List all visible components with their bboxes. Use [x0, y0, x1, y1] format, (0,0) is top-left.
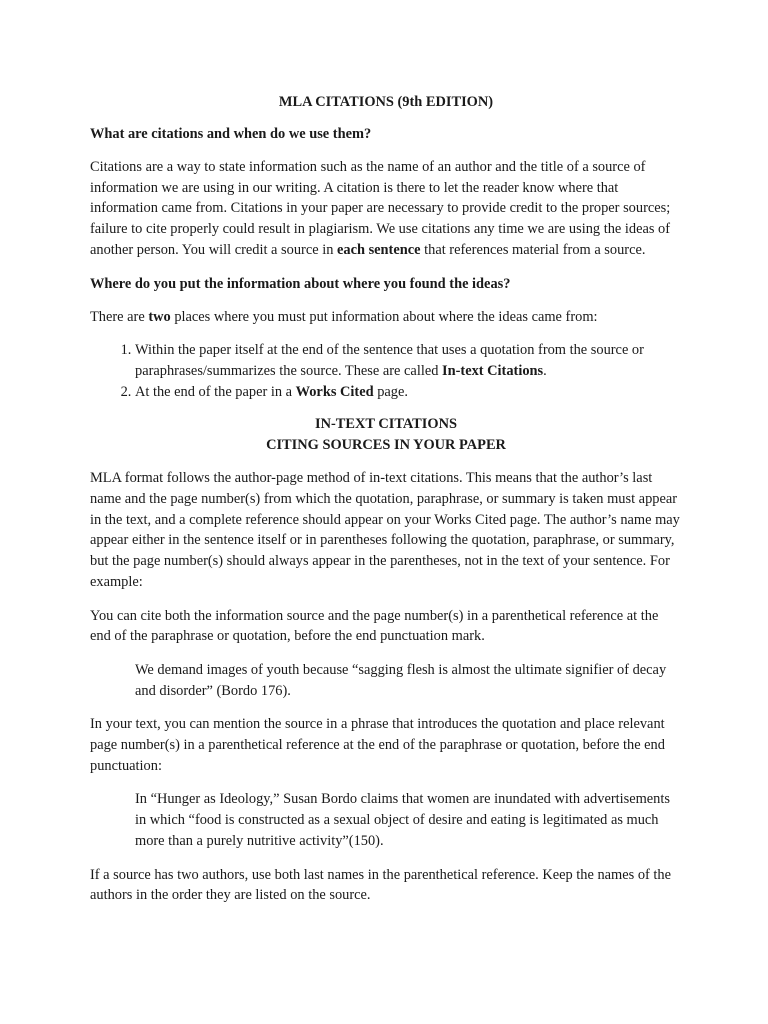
heading-where-to-put-info: Where do you put the information about where you found the ideas? — [90, 275, 511, 292]
bold-text: each sentence — [337, 241, 421, 258]
text-span: page. — [373, 383, 408, 400]
text-span: At the end of the paper in a — [135, 383, 296, 400]
paragraph-citations-intro — [90, 157, 682, 261]
text-span: . — [543, 362, 547, 379]
text-span: places where you must put information about where the ideas came from: — [170, 308, 598, 325]
section-heading-line: CITING SOURCES IN YOUR PAPER — [266, 437, 506, 454]
heading-what-are-citations: What are citations and when do we use them? — [90, 126, 372, 142]
document-title: MLA CITATIONS (9th EDITION) — [278, 94, 494, 110]
text-span: that references material from a source. — [420, 241, 646, 258]
list-item — [135, 340, 682, 381]
bold-text: two — [148, 308, 171, 325]
paragraph-mention-source: In your text, you can mention the source in a phrase that introduces the quotation and place relevant page number(s) in a parenthetical reference at the end of the paraphrase or quotation, before the end punctuation: — [90, 716, 665, 774]
paragraph-author-page-method: MLA format follows the author-page method of in-text citations. This means that the author’s last name and the page number(s) from which the quotation, paraphrase, or summary is taken must appear in the text, and a complete reference should appear on your Works Cited page. The author’s name may appear either in the sentence itself or in parentheses following the quotation, paraphrase, or summary, but the page number(s) should always appear in the parentheses, not in the text of your sentence. For example: — [90, 470, 680, 590]
list-item — [135, 382, 682, 403]
bold-text: Works Cited — [295, 383, 374, 400]
section-heading-line: IN-TEXT CITATIONS — [315, 416, 457, 433]
paragraph-two-places — [90, 307, 682, 328]
text-span: There are — [90, 308, 149, 325]
places-list — [90, 340, 682, 402]
section-heading-in-text-citations — [90, 414, 682, 456]
block-quote-example-2: In “Hunger as Ideology,” Susan Bordo claims that women are inundated with advertisements in which “food is constructed as a sexual object of desire and eating is legitimated as much more than a purely nutritive activity”(150). — [135, 791, 670, 849]
paragraph-two-authors: If a source has two authors, use both last names in the parenthetical reference. Keep the names of the authors in the order they are listed on the source. — [90, 866, 671, 904]
bold-text: In-text Citations — [442, 362, 544, 379]
block-quote-example-1: We demand images of youth because “sagging flesh is almost the ultimate signifier of decay and disorder” (Bordo 176). — [135, 661, 667, 699]
text-span: Within the paper itself at the end of the sentence that uses a quotation from the source or paraphrases/summarizes the source. These are called — [135, 342, 644, 379]
paragraph-cite-both: You can cite both the information source and the page number(s) in a parenthetical reference at the end of the paraphrase or quotation, before the end punctuation mark. — [90, 607, 659, 645]
document-page — [90, 92, 682, 919]
text-span: Citations are a way to state information such as the name of an author and the title of a source of information we are using in our writing. A citation is there to let the reader know where that information came from. Citations in your paper are necessary to provide credit to the proper sources; failure to cite properly could result in plagiarism. We use citations any time we are using the ideas of another person. You will credit a source in — [90, 159, 671, 258]
